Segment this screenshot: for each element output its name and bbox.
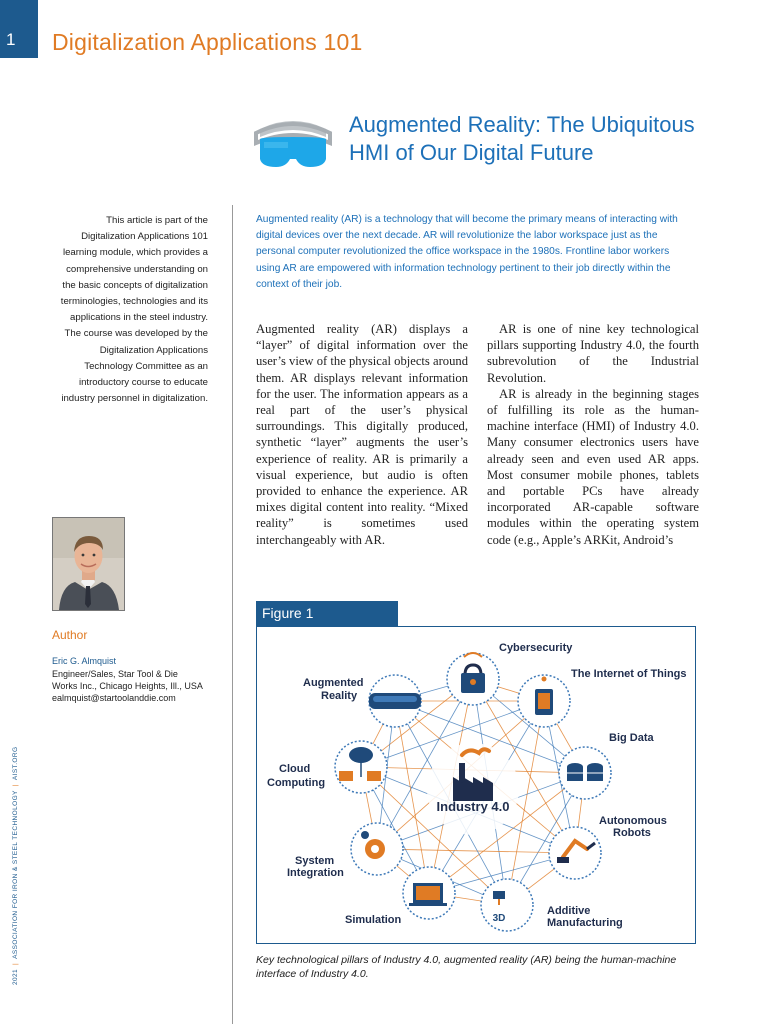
pillar-node-circle — [549, 827, 601, 879]
pillar-label-ar-1: Augmented — [303, 677, 364, 689]
article-title-line2: HMI of Our Digital Future — [349, 140, 594, 165]
article-title-line1: Augmented Reality: The Ubiquitous — [349, 112, 695, 137]
industry40-diagram — [257, 627, 695, 943]
body-column-1 — [256, 321, 468, 548]
side-credit-year: 2021 — [12, 968, 19, 985]
author-affiliation-line1: Engineer/Sales, Star Tool & Die — [52, 669, 178, 679]
article-abstract: Augmented reality (AR) is a technology that will become the primary means of interacting with digital devices over the next decade. AR will revolutionize the labor workspace just as the personal computer revolutionized the office workspace in the 1980s. Frontline labor workers using AR are empowered with information technology pertinent to their job directly within the context of their job. — [256, 214, 678, 290]
monitor-icon — [409, 883, 447, 906]
page-number-box — [0, 0, 38, 58]
article-title — [349, 111, 729, 167]
pillar-label-additive-2: Manufacturing — [547, 917, 623, 929]
pillar-label-system-1: System — [295, 855, 335, 867]
side-credit-site: AIST.ORG — [12, 746, 19, 781]
center-label: Industry 4.0 — [436, 799, 510, 814]
sidebar-intro: This article is part of the Digitalization Applications 101 learning module, which provides a comprehensive understanding on the basic concepts of digitalization terminologies, technologies and its applications in the steel industry. The course was developed by the Digitalization Applications Technology Committee as an introductory course to educate industry personnel in digitalization. — [60, 215, 208, 405]
vr-headset-icon — [252, 115, 334, 169]
pillar-label-big-data: Big Data — [609, 732, 654, 744]
body-paragraph: Augmented reality (AR) displays a “layer” of digital information over the user’s view of the physical objects around them. AR displays relevant information for the user. The information appears as a real part of the user’s physical surroundings. This digitally produced, synthetic “layer” augments the user’s experience of reality. AR is primarily a visual experience, but audio is often provided to enhance the experience. AR mixes digital content into reality. “Mixed reality” is sometimes used interchangeably with AR. — [256, 322, 468, 547]
pillar-node-circle — [481, 879, 533, 931]
body-column-2 — [487, 321, 699, 548]
section-title: Digitalization Applications 101 — [52, 29, 363, 55]
pillar-label-iot: The Internet of Things — [571, 668, 687, 680]
figure-industry40-diagram — [256, 626, 696, 944]
body-paragraph: AR is already in the beginning stages of fulfilling its role as the human-machine interface (HMI) of Industry 4.0. Many consumer electronics users have already seen and even used AR apps. Most consumer mobile phones, tablets and portable PCs have already incorporated AR-capable software modules within the operating system code (e.g., Apple’s ARKit, Android’s — [487, 386, 699, 547]
author-email[interactable]: ealmquist@startoolanddie.com — [52, 693, 176, 703]
pillar-label-robots-1: Autonomous — [599, 815, 667, 827]
author-photo — [52, 517, 125, 611]
pillar-label-simulation: Simulation — [345, 914, 402, 926]
side-credit-publication: ASSOCIATION FOR IRON & STEEL TECHNOLOGY — [12, 790, 19, 959]
pillar-label-cloud-1: Cloud — [279, 763, 311, 775]
column-divider — [232, 205, 233, 1024]
author-affiliation-line2: Works Inc., Chicago Heights, Ill., USA — [52, 681, 203, 691]
pillar-label-system-2: Integration — [287, 867, 344, 879]
body-paragraph: AR is one of nine key technological pillars supporting Industry 4.0, the fourth subrevolution of the Industrial Revolution. — [487, 322, 699, 385]
author-details — [52, 668, 232, 704]
author-name: Eric G. Almquist — [52, 656, 117, 666]
pillar-label-robots-2: Robots — [613, 827, 651, 839]
page-number: 1 — [6, 30, 16, 49]
figure-caption: Key technological pillars of Industry 4.0, augmented reality (AR) being the human-machine interface of Industry 4.0. — [256, 954, 677, 980]
pillar-label-additive-1: Additive — [547, 905, 591, 917]
author-label: Author — [52, 628, 88, 642]
ar-headset-icon — [369, 693, 421, 709]
pillar-label-cybersecurity: Cybersecurity — [499, 642, 573, 654]
pillar-label-cloud-2: Computing — [267, 777, 326, 789]
3d-label: 3D — [492, 913, 506, 924]
side-credit: 2021|ASSOCIATION FOR IRON & STEEL TECHNOLOGY|AIST.ORG — [12, 746, 19, 985]
author-portrait-image — [53, 518, 124, 610]
figure-label: Figure 1 — [256, 601, 398, 626]
pillar-label-ar-2: Reality — [321, 690, 358, 702]
